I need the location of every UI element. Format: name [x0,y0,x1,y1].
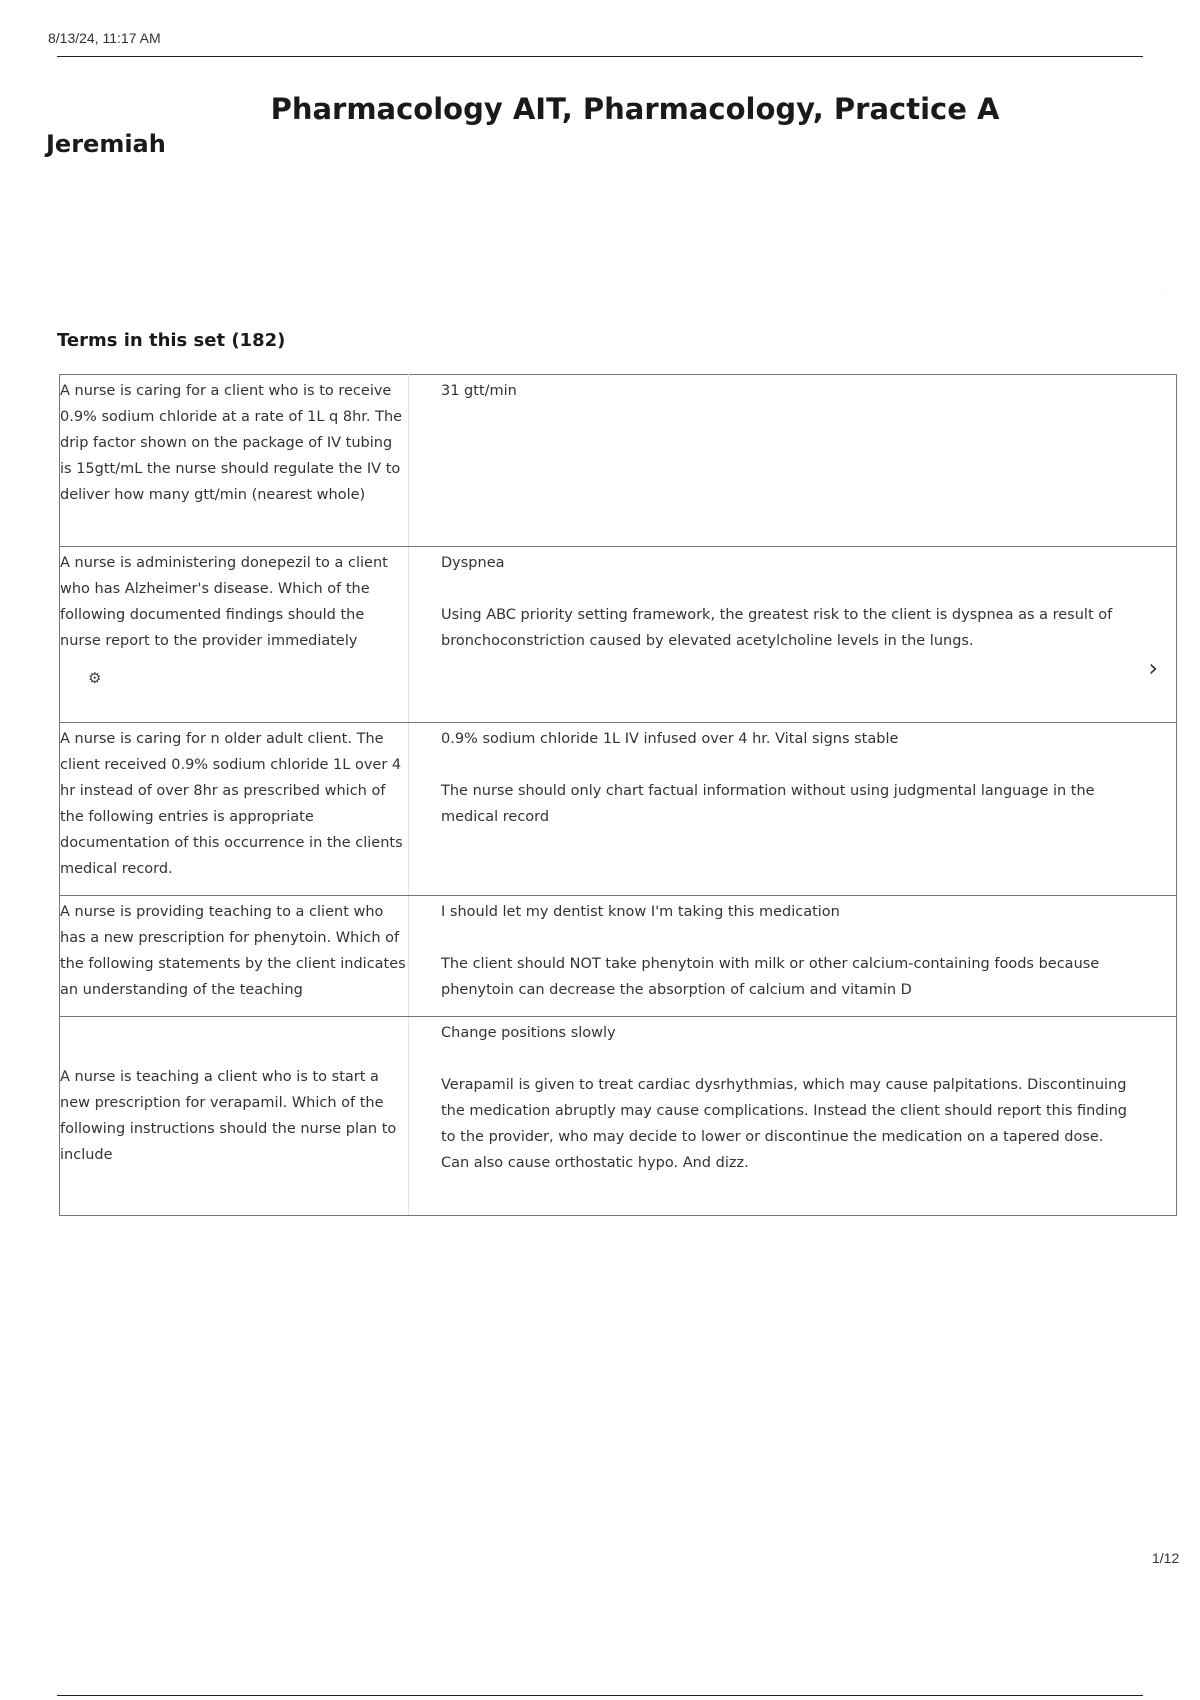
definition-answer: 31 gtt/min [441,383,517,399]
chevron-right-icon[interactable]: › [1148,654,1158,682]
terms-heading: Terms in this set (182) [57,330,286,351]
term-text: A nurse is providing teaching to a client who has a new prescription for phenytoin. Which of the following statements by the client indicates an understanding of the teaching [60,896,409,1017]
definition-cell [409,896,1177,1017]
definition-cell [409,723,1177,896]
page-number: 1/12 [1152,1550,1180,1566]
definition-explanation: The client should NOT take phenytoin with milk or other calcium-containing foods because phenytoin can decrease the absorption of calcium and vitamin D [441,956,1100,998]
definition-cell [409,547,1177,723]
term-row [60,547,1177,723]
definition-answer: I should let my dentist know I'm taking this medication [441,904,840,920]
gear-icon[interactable]: ⚙ [88,669,102,687]
footer-rule [57,1695,1143,1696]
definition-cell [409,1017,1177,1216]
term-row [60,896,1177,1017]
term-row [60,1017,1177,1216]
print-timestamp: 8/13/24, 11:17 AM [48,30,161,46]
faint-dot: · [1165,288,1168,297]
definition-answer: Dyspnea [441,555,505,571]
definition-cell [409,375,1177,547]
term-cell [60,547,409,723]
header-rule [57,56,1143,57]
term-row [60,375,1177,547]
definition-explanation: Verapamil is given to treat cardiac dysrhythmias, which may cause palpitations. Discontinuing the medication abruptly may cause complications. Instead the client should report this finding to the provider, who may decide to lower or discontinue the medication on a tapered dose. Can also cause orthostatic hypo. And dizz. [441,1077,1127,1171]
term-text: A nurse is caring for n older adult client. The client received 0.9% sodium chloride 1L over 4 hr instead of over 8hr as prescribed which of the following entries is appropriate documentation of this occurrence in the clients medical record. [60,723,409,896]
term-text: A nurse is caring for a client who is to receive 0.9% sodium chloride at a rate of 1L q 8hr. The drip factor shown on the package of IV tubing is 15gtt/mL the nurse should regulate the IV to deliver how many gtt/min (nearest whole) [60,375,409,547]
term-text: A nurse is administering donepezil to a client who has Alzheimer's disease. Which of the following documented findings should the nurse report to the provider immediately [60,555,388,649]
term-row [60,723,1177,896]
terms-table [59,374,1177,1216]
set-author: Jeremiah [46,130,166,158]
definition-explanation: Using ABC priority setting framework, the greatest risk to the client is dyspnea as a result of bronchoconstriction caused by elevated acetylcholine levels in the lungs. [441,607,1113,649]
definition-answer: 0.9% sodium chloride 1L IV infused over 4 hr. Vital signs stable [441,731,899,747]
set-title: Pharmacology AIT, Pharmacology, Practice A [270,92,1000,126]
definition-explanation: The nurse should only chart factual information without using judgmental language in the medical record [441,783,1095,825]
definition-answer: Change positions slowly [441,1025,616,1041]
term-text: A nurse is teaching a client who is to start a new prescription for verapamil. Which of the following instructions should the nurse plan to include [60,1017,409,1216]
